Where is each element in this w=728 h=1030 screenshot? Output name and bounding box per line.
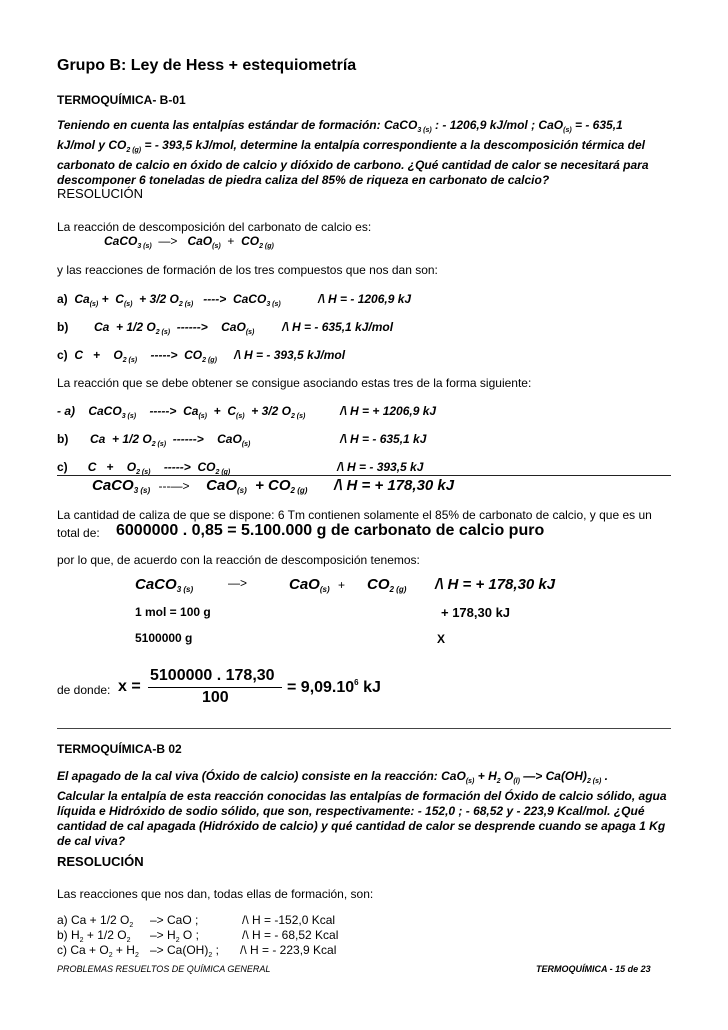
given-reaction-a-dh: /\ H = -152,0 Kcal [242, 913, 336, 927]
text-according: por lo que, de acuerdo con la reacción de descomposición tenemos: [57, 553, 420, 567]
formation-reaction-a: a) $Ca_{(s)} + C_{(s)} + 3/2$ $O_{2 (s)}$ ----> CaCO$_{3 (s)}$ [57, 292, 281, 308]
combined-reaction-b: b) [57, 432, 69, 446]
combined-reaction-c: c) C + $O_{2 (s)}$ -----> $CO_{2 (g)}$ [57, 460, 231, 476]
combined-dh-b: /\ H = - 635,1 kJ [340, 432, 427, 446]
pure-result: 6000000 . 0,85 = 5.100.000 g de carbonato de calcio puro [116, 522, 545, 539]
combined-dh-a: /\ H = + 1206,9 kJ [340, 404, 437, 418]
text-quantity-b: total de: [57, 526, 100, 540]
given-reaction-a-product: –> CaO ; [150, 913, 199, 927]
formation-reaction-b-eq: Ca + 1/2 $O_{2 (s)}$ ------> CaO$_{(s)}$ [94, 320, 255, 336]
mole-heat: + 178,30 kJ [441, 605, 511, 620]
fraction-denominator: 100 [202, 689, 229, 706]
fraction-numerator: 5100000 . 178,30 [150, 667, 275, 684]
stoich-co2: $CO_{2 (g)}$ [367, 576, 407, 594]
combined-reaction-a: - a) CaCO$_{3 (s)}$ -----> $Ca_{(s)} + C_{(s)} + 3/2$ $O_{2 (s)}$ [57, 404, 306, 420]
formation-reaction-b: b) [57, 320, 69, 334]
unknown-x: X [437, 632, 446, 646]
formation-dh-a: /\ H = - 1206,9 kJ [318, 292, 412, 306]
problem1-statement: Teniendo en cuenta las entalpías estándar de formación: CaCO$_{3 (s)}$ : - 1206,9 kJ/mol ; CaO$_{(s)}$ = - 635,1 kJ/mol y $CO_{2 (g)}$ = - 393,5 kJ/mol, determine la entalpía correspondiente a la descomposición térmica del carbonato de calcio en óxido de calcio y dióxido de carbono. ¿Qué cantidad de calor se necesitará para descomponer 6 toneladas de piedra caliza del 85% de riqueza en carbonato de calcio? [57, 118, 649, 187]
formation-reaction-c: c) C + $O_{2 (s)}$ -----> $CO_{2 (g)}$ [57, 348, 217, 364]
final-result: = $9,09.10^6$ kJ [287, 678, 381, 696]
given-reaction-a: a) Ca + 1/2 $O_2$ [57, 913, 134, 929]
page-title: Grupo B: Ley de Hess + estequiometría [57, 57, 357, 74]
text-given: Las reacciones que nos dan, todas ellas de formación, son: [57, 887, 374, 901]
mass-line: 5100000 g [135, 631, 193, 645]
footer-right: TERMOQUÍMICA - 15 de 23 [536, 964, 651, 974]
x-label: x = [118, 678, 141, 695]
text-combine: La reacción que se debe obtener se consigue asociando estas tres de la forma siguiente: [57, 376, 532, 390]
section-divider [57, 728, 671, 729]
combined-dh-c: /\ H = - 393,5 kJ [337, 460, 424, 474]
fraction-bar [148, 687, 282, 688]
given-reaction-c-product: –> $Ca(OH)_2$ ; [150, 943, 219, 959]
given-reaction-c: c) $Ca + O_2 + H_2$ [57, 943, 139, 959]
stoich-cao: CaO$_{(s)}$ + [289, 576, 345, 594]
formation-dh-b: /\ H = - 635,1 kJ/mol [282, 320, 394, 334]
text-quantity-a: La cantidad de caliza de que se dispone: 6 Tm contienen solamente el 85% de carbonato de calcio, y que es un [57, 508, 652, 522]
combined-reaction-b-eq: Ca + 1/2 $O_{2 (s)}$ ------> CaO$_{(s)}$ [90, 432, 251, 448]
mole-line: 1 mol = 100 g [135, 605, 211, 619]
sum-line [57, 475, 671, 476]
stoich-arrow: —> [228, 576, 248, 590]
given-reaction-b: b) $H_2 + 1/2$ $O_2$ [57, 928, 131, 944]
resolution-label-2: RESOLUCIÓN [57, 854, 144, 869]
stoich-dh: /\ H = + 178,30 kJ [435, 576, 556, 593]
footer-left: PROBLEMAS RESUELTOS DE QUÍMICA GENERAL [57, 964, 271, 974]
stoich-caco3: CaCO$_{3 (s)}$ [135, 576, 194, 594]
text-decomposition: La reacción de descomposición del carbonato de calcio es: [57, 220, 372, 234]
problem2-heading: TERMOQUÍMICA-B 02 [57, 742, 182, 756]
formation-dh-c: /\ H = - 393,5 kJ/mol [234, 348, 346, 362]
text-formation: y las reacciones de formación de los tres compuestos que nos dan son: [57, 263, 438, 277]
net-reaction: CaCO$_{3 (s)}$ ---—> $CaO_{(s)} + CO_{2 (g)}$ [92, 477, 308, 495]
resolution-label-1: RESOLUCIÓN [57, 186, 143, 201]
given-reaction-c-dh: /\ H = - 223,9 Kcal [240, 943, 337, 957]
given-reaction-b-dh: /\ H = - 68,52 Kcal [242, 928, 339, 942]
de-donde: de donde: [57, 683, 111, 697]
problem1-heading: TERMOQUÍMICA- B-01 [57, 93, 186, 107]
problem2-statement: El apagado de la cal viva (Óxido de calcio) consiste en la reacción: $CaO_{(s)} + H_2$ $O_{(l)}$ —> $Ca(OH)_{2 (s)}$ . Calcular la entalpía de esta reacción conocidas las entalpías de formación del Óxido de calcio sólido, agua líquida e Hidróxido de sodio sólido, que son, respectivamente: - 152,0 ; - 68,52 y - 223,9 Kcal/mol. ¿Qué cantidad de cal apagada (Hidróxido de calcio) y qué cantidad de calor se desprende cuando se apaga 1 Kg de cal viva? [57, 769, 667, 848]
net-dh: /\ H = + 178,30 kJ [334, 477, 455, 494]
given-reaction-b-product: –> $H_2$ O ; [150, 928, 199, 944]
decomposition-equation: CaCO$_{3 (s)}$ —> $CaO_{(s)} + CO_{2 (g)}$ [104, 234, 274, 250]
